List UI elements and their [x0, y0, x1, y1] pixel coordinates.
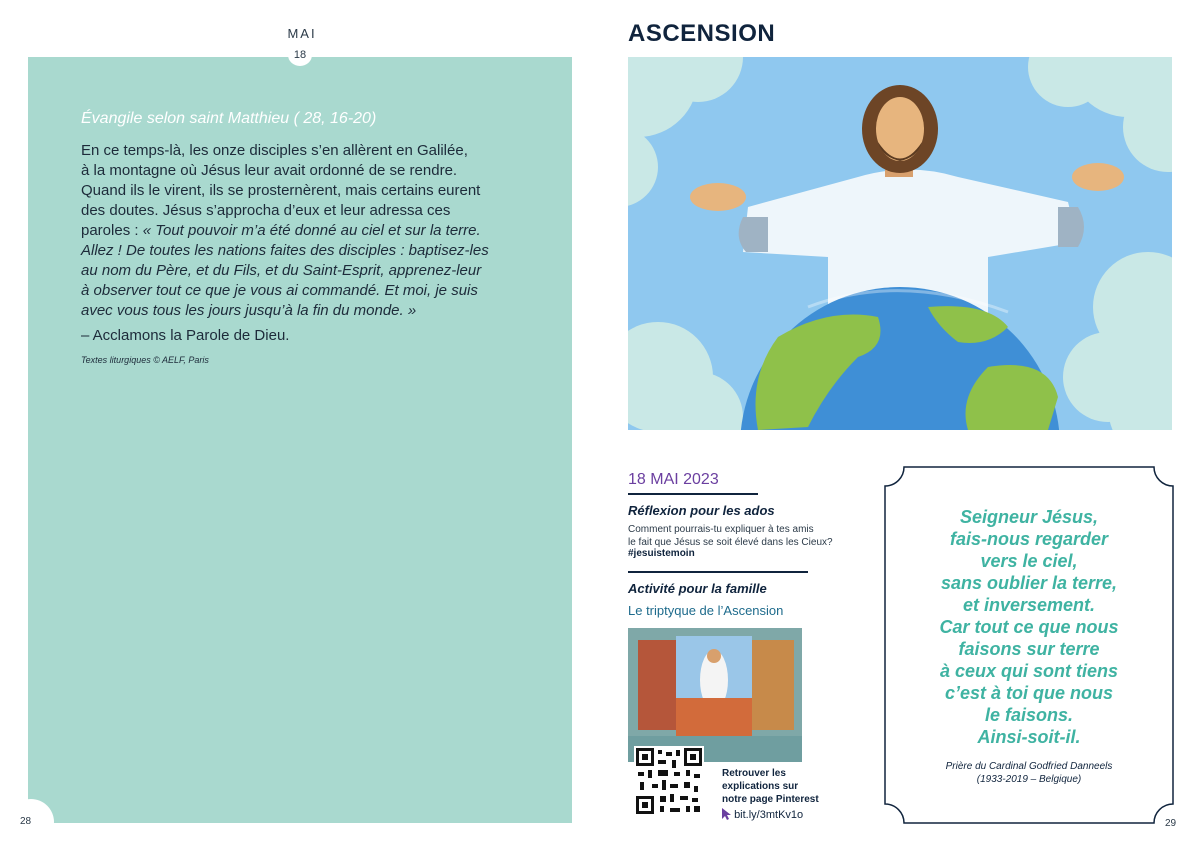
divider: [628, 571, 808, 573]
prayer-line: Seigneur Jésus,: [959, 507, 1099, 527]
cursor-icon: [722, 808, 731, 823]
month-label: MAI: [287, 26, 317, 41]
prayer-line: vers le ciel,: [980, 551, 1078, 571]
prayer-line: faisons sur terre: [958, 639, 1100, 659]
acclamation: – Acclamons la Parole de Dieu.: [81, 327, 290, 344]
teen-reflection-text: Comment pourrais-tu expliquer à tes amis: [628, 524, 814, 535]
prayer-line: à ceux qui sont tiens: [939, 661, 1119, 681]
prayer-line: sans oublier la terre,: [940, 573, 1118, 593]
feast-title: ASCENSION: [628, 20, 776, 47]
prayer-line: c’est à toi que nous: [944, 683, 1114, 703]
gospel-quote-line: Allez ! De toutes les nations faites des disciples : baptisez-les: [81, 242, 489, 259]
pinterest-text: notre page Pinterest: [722, 794, 819, 805]
teen-reflection-text: le fait que Jésus se soit élevé dans les Cieux?: [628, 537, 833, 548]
gospel-quote-line: avec vous tous les jours jusqu’à la fin du monde. »: [81, 302, 417, 319]
prayer-source: (1933-2019 – Belgique): [976, 774, 1082, 785]
gospel-text-line: des doutes. Jésus s’approcha d’eux et leur adressa ces: [81, 202, 451, 219]
prayer-line: Ainsi-soit-il.: [977, 727, 1081, 747]
triptych-photo: [628, 628, 802, 762]
gospel-quote-start: « Tout pouvoir m’a été donné au ciel et sur la terre.: [142, 222, 481, 239]
prayer-line: Car tout ce que nous: [939, 617, 1119, 637]
copyright-credit: Textes liturgiques © AELF, Paris: [81, 355, 209, 365]
gospel-text-line: [81, 221, 551, 241]
prayer-line: fais-nous regarder: [949, 529, 1109, 549]
hashtag: #jesuistemoin: [628, 548, 695, 559]
day-badge: 18: [288, 44, 312, 66]
gospel-text-line: En ce temps-là, les onze disciples s’en allèrent en Galilée,: [81, 142, 468, 159]
gospel-quote-line: à observer tout ce que je vous ai commandé. Et moi, je suis: [81, 282, 478, 299]
pinterest-link[interactable]: [722, 808, 803, 823]
gospel-title: Évangile selon saint Matthieu ( 28, 16-20): [81, 110, 377, 127]
prayer-line: le faisons.: [984, 705, 1074, 725]
link-text[interactable]: bit.ly/3mtKv1o: [734, 809, 804, 821]
gospel-quote-line: au nom du Père, et du Fils, et du Saint-Esprit, apprenez-leur: [81, 262, 482, 279]
activity-title: Le triptyque de l’Ascension: [628, 603, 784, 618]
pinterest-text: explications sur: [722, 781, 799, 792]
family-activity-heading: Activité pour la famille: [628, 581, 767, 596]
page-number-left: 28: [20, 816, 32, 827]
teen-reflection-heading: Réflexion pour les ados: [628, 503, 775, 518]
divider: [628, 493, 758, 495]
gospel-text-prefix: paroles :: [81, 222, 143, 239]
prayer-source: Prière du Cardinal Godfried Danneels: [945, 761, 1113, 772]
pinterest-text: Retrouver les: [722, 768, 786, 779]
gospel-text-line: Quand ils le virent, ils se prosternèrent, mais certains eurent: [81, 182, 481, 199]
ascension-illustration: [628, 57, 1172, 430]
date-heading: 18 MAI 2023: [628, 471, 719, 488]
page-number-right: 29: [1165, 818, 1177, 829]
gospel-text-line: à la montagne où Jésus leur avait ordonné de se rendre.: [81, 162, 458, 179]
prayer-line: et inversement.: [962, 595, 1096, 615]
qr-code[interactable]: [634, 746, 704, 816]
